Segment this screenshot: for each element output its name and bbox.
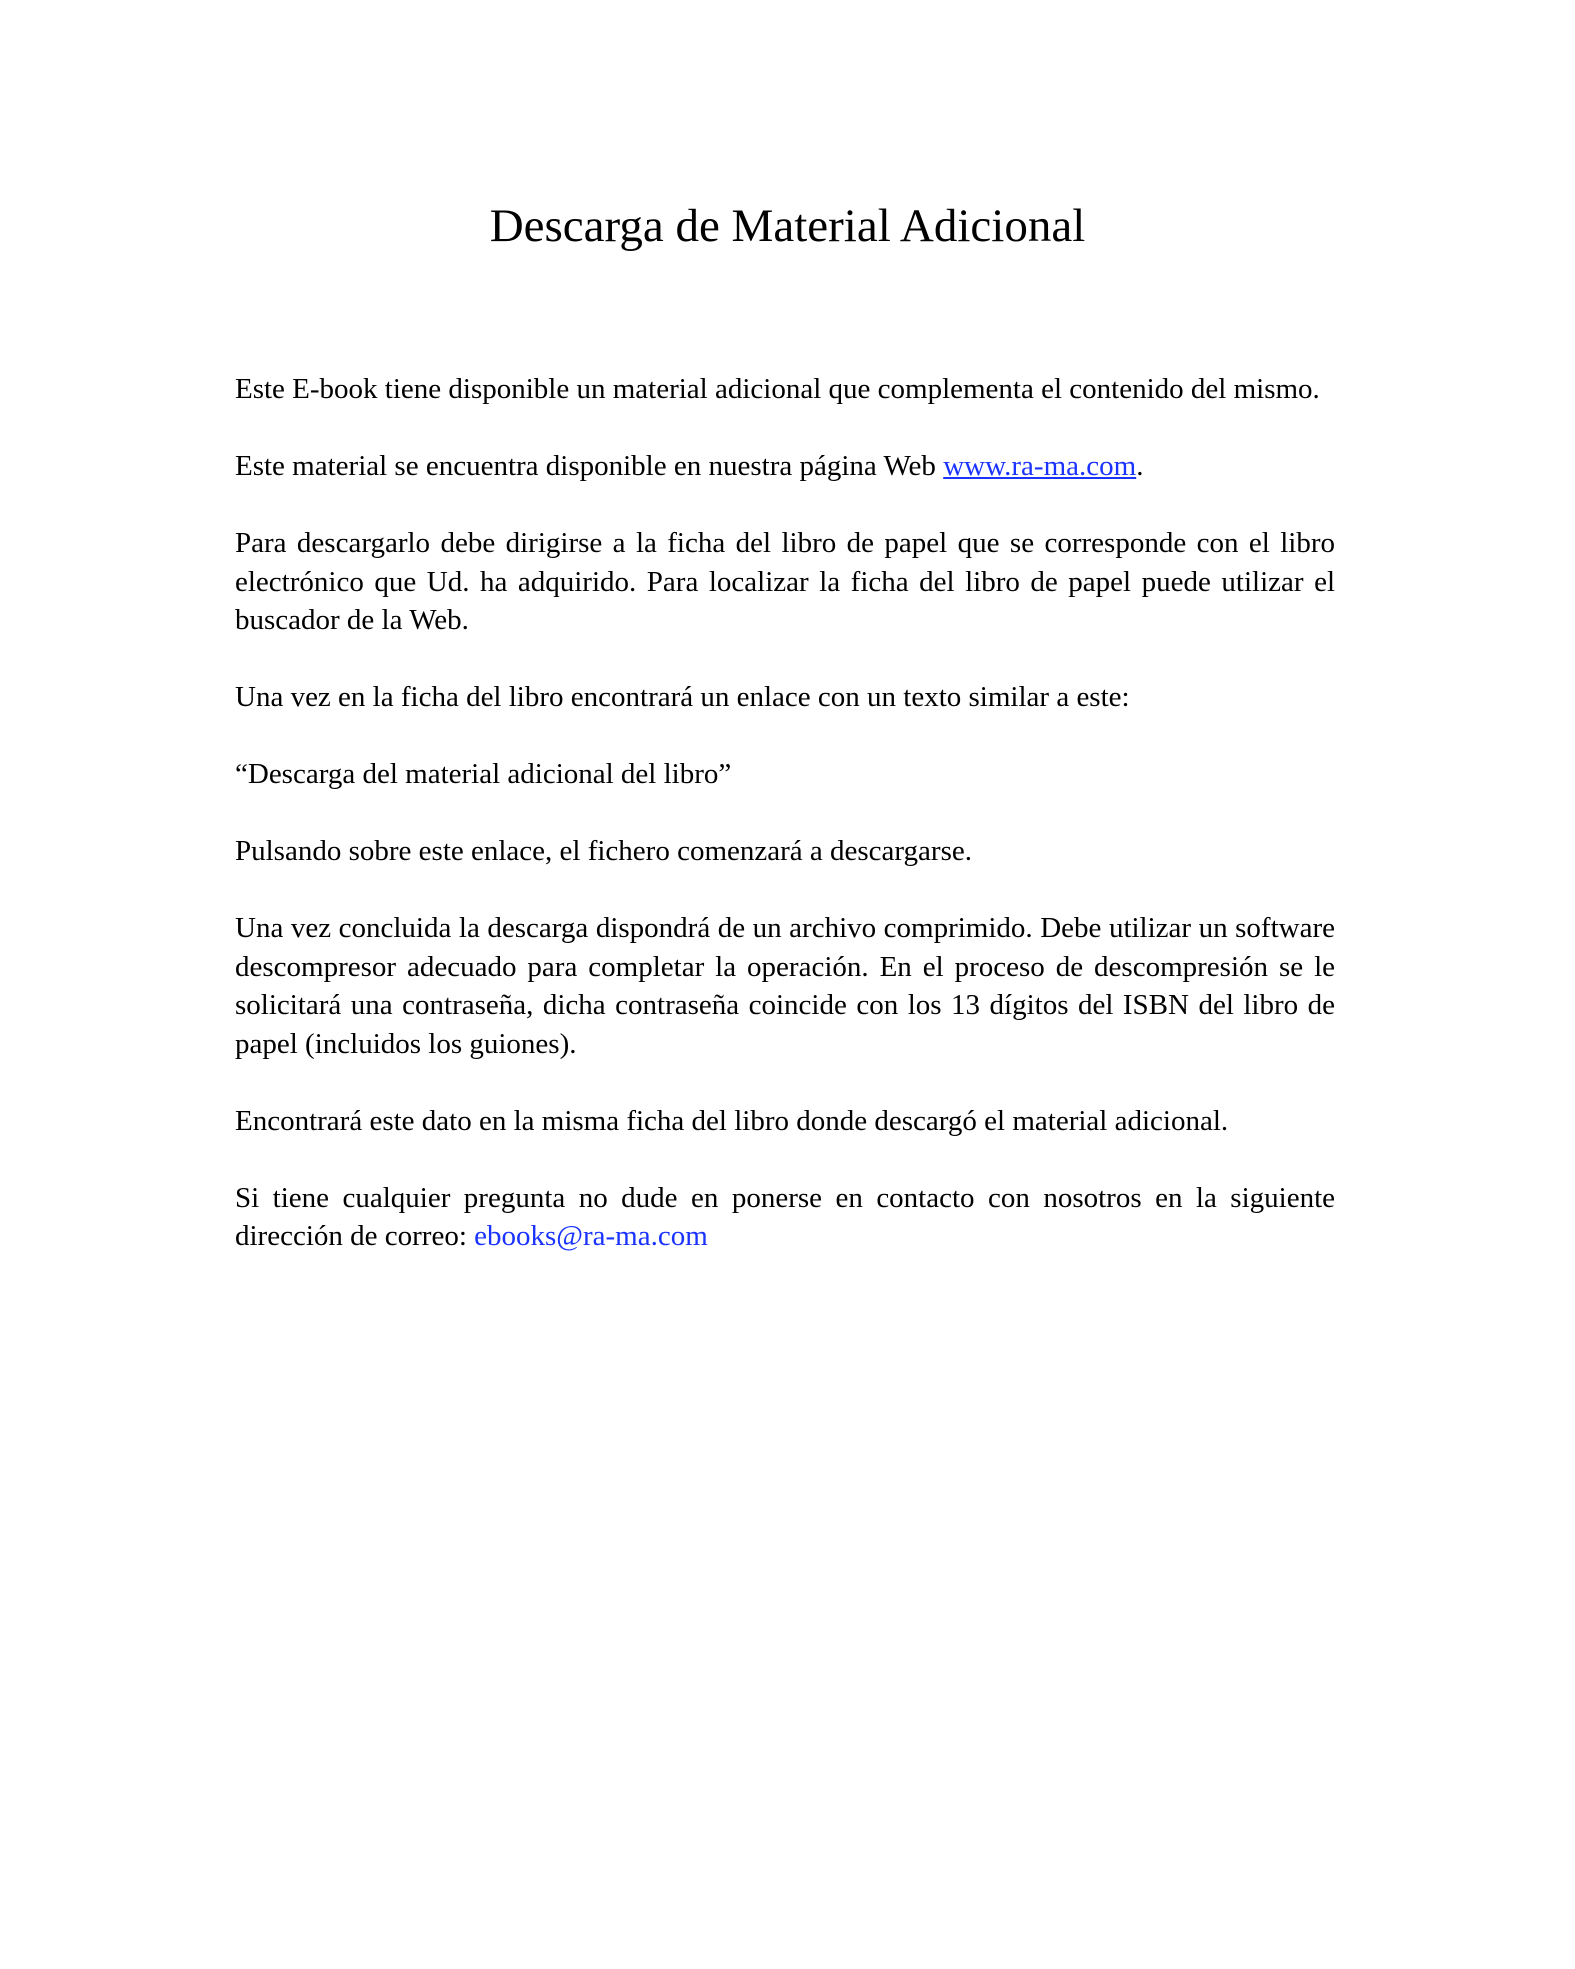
paragraph-intro: Este E-book tiene disponible un material adicional que complementa el contenido del mismo.	[235, 373, 1320, 405]
paragraph-website	[235, 447, 1335, 486]
website-link[interactable]: www.ra-ma.com	[943, 450, 1137, 482]
paragraph-contact	[235, 1179, 1335, 1256]
website-period: .	[1136, 450, 1144, 482]
paragraph-download-start: Pulsando sobre este enlace, el fichero comenzará a descargarse.	[235, 835, 972, 867]
paragraph-link-info: Una vez en la ficha del libro encontrará un enlace con un texto similar a este:	[235, 681, 1130, 713]
document-body	[235, 370, 1335, 1294]
contact-text: Si tiene cualquier pregunta no dude en ponerse en contacto con nosotros en la siguiente dirección de correo:	[235, 1181, 1335, 1252]
page-title: Descarga de Material Adicional	[489, 200, 1086, 252]
paragraph-isbn-location: Encontrará este dato en la misma ficha del libro donde descargó el material adicional.	[235, 1104, 1229, 1137]
contact-email-link[interactable]: ebooks@ra-ma.com	[474, 1220, 708, 1252]
paragraph-quoted-link-text: “Descarga del material adicional del libro”	[235, 758, 732, 790]
website-text: Este material se encuentra disponible en nuestra página Web	[235, 450, 944, 482]
paragraph-decompression: Una vez concluida la descarga dispondrá de un archivo comprimido. Debe utilizar un software descompresor adecuado para completar la operación. En el proceso de descompresión se le solicitará una contraseña, dicha contraseña coincide con los 13 dígitos del ISBN del libro de papel (incluidos los guiones).	[235, 912, 1335, 1060]
paragraph-instructions: Para descargarlo debe dirigirse a la ficha del libro de papel que se corresponde con el libro electrónico que Ud. ha adquirido. Para localizar la ficha del libro de papel puede utilizar el buscador de la Web.	[235, 527, 1335, 636]
